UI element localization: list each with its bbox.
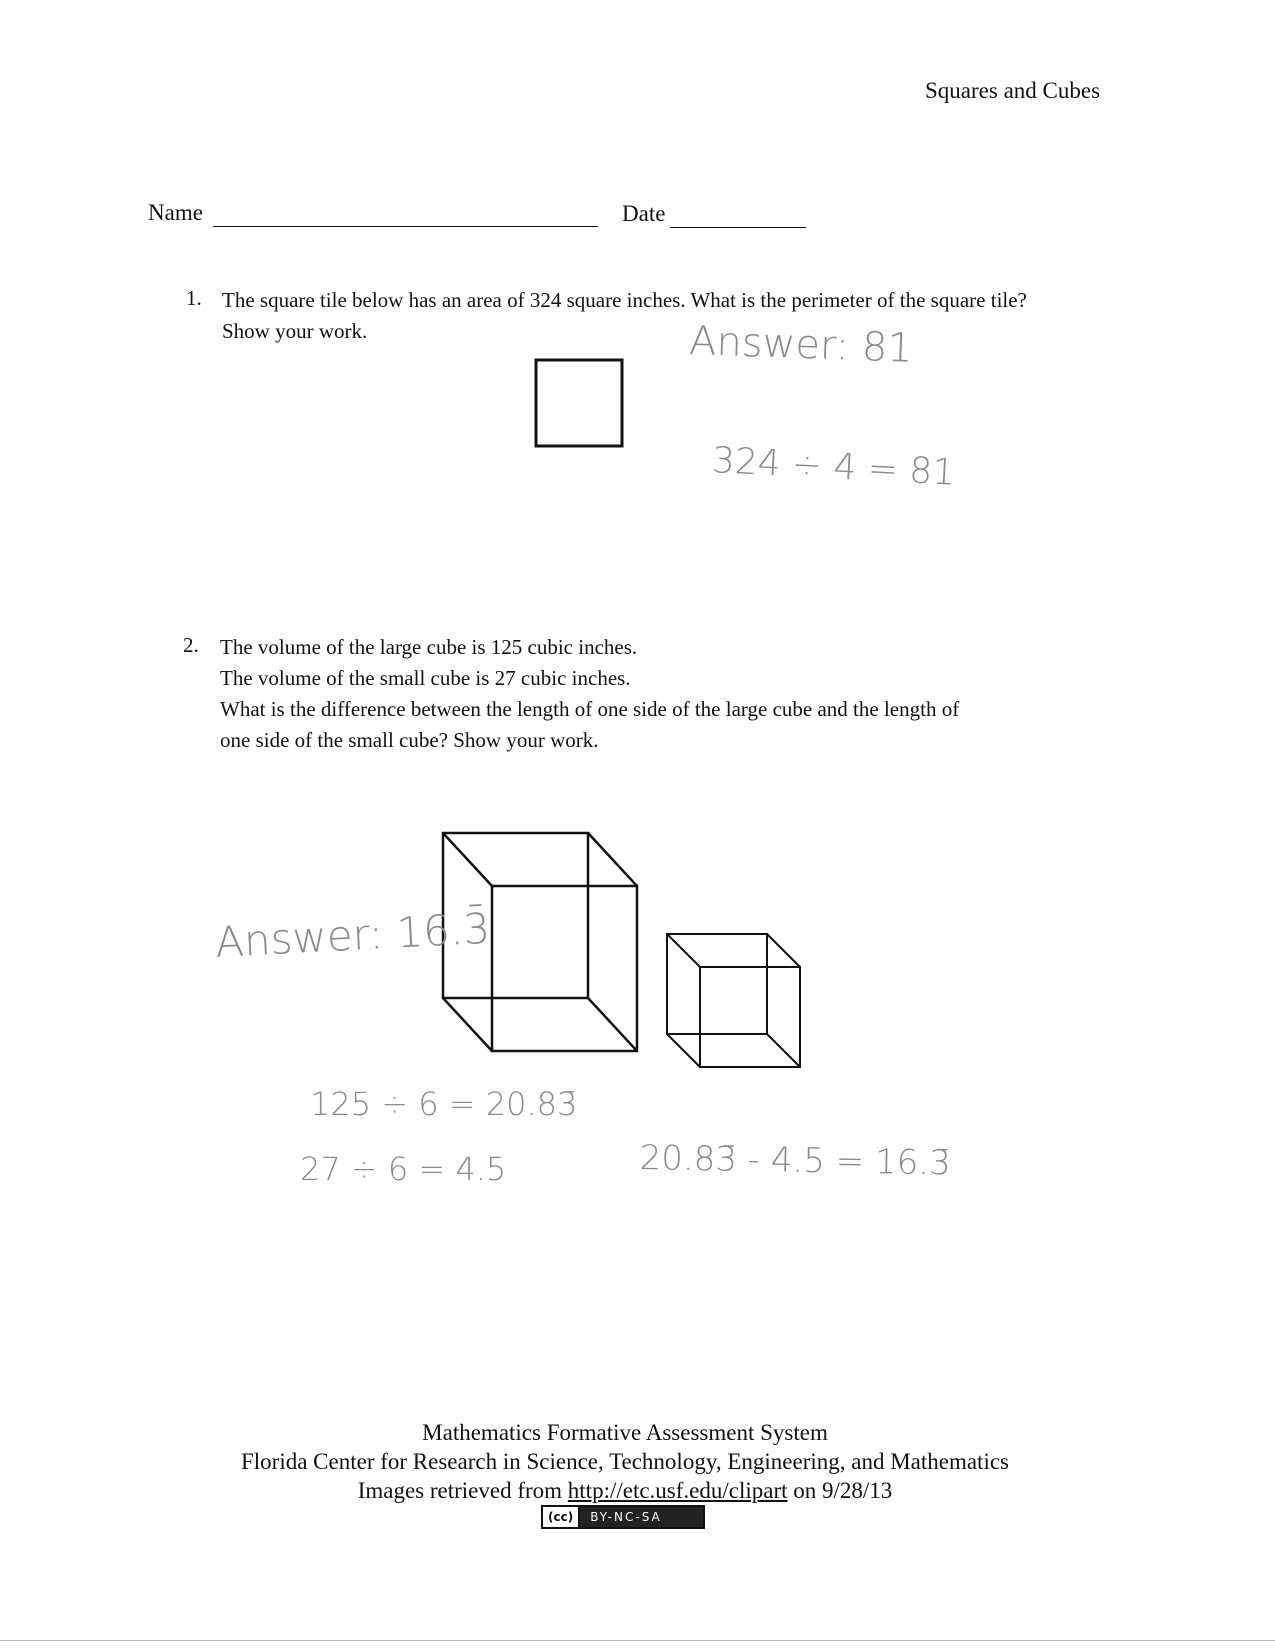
q2-handwritten-work-difference: 20.83̄ - 4.5 = 16.3̄ xyxy=(639,1138,952,1184)
question-2-line: The volume of the small cube is 27 cubic inches. xyxy=(220,666,631,690)
date-label: Date xyxy=(622,201,666,226)
question-2-number: 2. xyxy=(183,633,199,657)
q2-handwritten-answer: Answer: 16.3̄ xyxy=(214,903,492,967)
q2-handwritten-work-small: 27 ÷ 6 = 4.5 xyxy=(300,1150,507,1188)
question-2-line: What is the difference between the length of one side of the large cube and the length of xyxy=(220,697,960,721)
question-2-line: one side of the small cube? Show your work. xyxy=(220,728,599,752)
footer-line-3 xyxy=(0,1476,1250,1505)
clipart-link[interactable]: http://etc.usf.edu/clipart xyxy=(567,1478,788,1503)
square-tile-image xyxy=(533,357,625,449)
question-1-line: The square tile below has an area of 324 square inches. What is the perimeter of the square tile? xyxy=(222,288,1027,312)
q1-handwritten-work: 324 ÷ 4 = 81 xyxy=(710,440,957,494)
q1-handwritten-answer: Answer: 81 xyxy=(688,318,914,372)
footer-line-1: Mathematics Formative Assessment System xyxy=(422,1420,828,1445)
cc-icon: (cc) xyxy=(543,1507,580,1527)
footer-line-2: Florida Center for Research in Science, Technology, Engineering, and Mathematics xyxy=(240,1449,1009,1474)
footer xyxy=(0,1418,1250,1505)
creative-commons-badge[interactable] xyxy=(541,1505,705,1529)
question-2-line: The volume of the large cube is 125 cubic inches. xyxy=(220,635,638,659)
question-1-line: Show your work. xyxy=(222,319,368,343)
page-title: Squares and Cubes xyxy=(925,78,1101,103)
footer-line-3-suffix: on 9/28/13 xyxy=(787,1478,893,1503)
q2-handwritten-work-large: 125 ÷ 6 = 20.83̄ xyxy=(310,1085,578,1123)
license-terms: BY-NC-SA xyxy=(590,1510,662,1524)
small-cube-image xyxy=(665,932,805,1072)
question-1-number: 1. xyxy=(186,286,202,310)
date-field-line[interactable] xyxy=(670,227,806,228)
name-label: Name xyxy=(148,200,203,225)
footer-line-3-prefix: Images retrieved from xyxy=(357,1478,568,1503)
question-2-text xyxy=(220,632,959,756)
square-tile-outline xyxy=(536,360,622,446)
name-field-line[interactable] xyxy=(213,226,598,227)
page-bottom-rule xyxy=(0,1640,1275,1641)
